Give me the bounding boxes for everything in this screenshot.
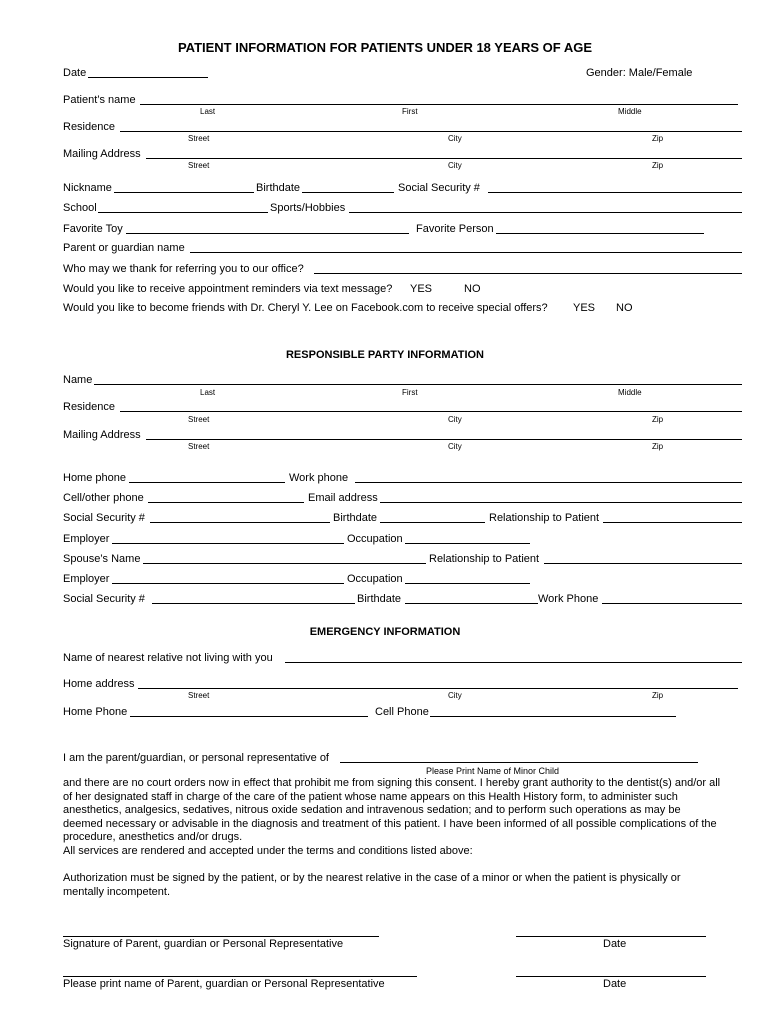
zip-caption: Zip: [652, 691, 664, 700]
rp-name-label: Name: [63, 374, 93, 386]
last-caption: Last: [200, 107, 216, 116]
spouse-ssn-label: Social Security #: [63, 593, 145, 605]
rp-birthdate-label: Birthdate: [333, 512, 378, 524]
page-title: PATIENT INFORMATION FOR PATIENTS UNDER 18 YEARS OF AGE: [177, 40, 593, 55]
mailing-address-field[interactable]: [146, 158, 742, 159]
nickname-label: Nickname: [63, 182, 112, 194]
favorite-person-field[interactable]: [496, 233, 704, 234]
rp-relationship-label: Relationship to Patient: [489, 512, 600, 524]
street-caption: Street: [188, 161, 210, 170]
em-home-phone-field[interactable]: [130, 716, 368, 717]
consent-intro: I am the parent/guardian, or personal representative of: [63, 752, 329, 764]
residence-field[interactable]: [120, 131, 742, 132]
sports-field[interactable]: [349, 212, 742, 213]
consent-body: and there are no court orders now in effect that prohibit me from signing this consent. I hereby grant authority to the dentist(s) and/or all of her designated staff in charge of the care of the patient whose name appears on this Health History form, to administer such anesthetics, analgesics, sedatives, nitrous oxide sedation and intravenous sedation; and to perform such operations as may be deemed necessary or advisable in the diagnosis and treatment of this patient. I have been informed of all possible complications of the procedure, anesthetics and/or drugs.: [63, 777, 721, 843]
spouse-relationship-field[interactable]: [544, 563, 742, 564]
first-caption: First: [402, 107, 418, 116]
print-date-label: Date: [603, 978, 627, 990]
city-caption: City: [448, 415, 462, 424]
street-caption: Street: [188, 134, 210, 143]
spouse-birthdate-label: Birthdate: [357, 593, 402, 605]
referral-label: Who may we thank for referring you to our office?: [63, 263, 304, 275]
date-field[interactable]: [88, 77, 208, 78]
first-caption: First: [402, 388, 418, 397]
rp-mailing-address-label: Mailing Address: [63, 429, 141, 441]
home-address-label: Home address: [63, 678, 135, 690]
spouse-relationship-label: Relationship to Patient: [429, 553, 540, 565]
rp-birthdate-field[interactable]: [380, 522, 485, 523]
rp-work-phone-field[interactable]: [355, 482, 742, 483]
em-home-phone-label: Home Phone: [63, 706, 128, 718]
spouse-name-field[interactable]: [143, 563, 426, 564]
school-field[interactable]: [98, 212, 268, 213]
facebook-question: Would you like to become friends with Dr. Cheryl Y. Lee on Facebook.com to receive special offers?: [63, 302, 548, 314]
date-label: Date: [63, 67, 87, 79]
zip-caption: Zip: [652, 442, 664, 451]
favorite-toy-label: Favorite Toy: [63, 223, 123, 235]
signature-date-label: Date: [603, 938, 627, 950]
signature-date-line[interactable]: [516, 936, 706, 937]
zip-caption: Zip: [652, 415, 664, 424]
rp-mailing-address-field[interactable]: [146, 439, 742, 440]
middle-caption: Middle: [618, 107, 642, 116]
spouse-occupation-label: Occupation: [347, 573, 403, 585]
street-caption: Street: [188, 691, 210, 700]
patient-name-label: Patient’s name: [63, 94, 136, 106]
gender-label: Gender: Male/Female: [586, 67, 693, 79]
residence-label: Residence: [63, 121, 115, 133]
rp-email-field[interactable]: [380, 502, 742, 503]
reminders-question: Would you like to receive appointment reminders via text message?: [63, 283, 393, 295]
responsible-party-heading: RESPONSIBLE PARTY INFORMATION: [285, 349, 484, 361]
rp-occupation-field[interactable]: [405, 543, 530, 544]
rp-relationship-field[interactable]: [603, 522, 742, 523]
em-cell-phone-label: Cell Phone: [375, 706, 429, 718]
rp-name-field[interactable]: [94, 384, 742, 385]
rp-work-phone-label: Work phone: [289, 472, 349, 484]
nearest-relative-field[interactable]: [285, 662, 742, 663]
spouse-employer-field[interactable]: [112, 583, 344, 584]
minor-name-caption: Please Print Name of Minor Child: [426, 766, 560, 776]
rp-cell-phone-label: Cell/other phone: [63, 492, 144, 504]
spouse-work-phone-label: Work Phone: [538, 593, 599, 605]
home-address-field[interactable]: [138, 688, 738, 689]
rp-home-phone-label: Home phone: [63, 472, 126, 484]
rp-ssn-field[interactable]: [150, 522, 330, 523]
nickname-field[interactable]: [114, 192, 254, 193]
favorite-toy-field[interactable]: [126, 233, 409, 234]
rp-ssn-label: Social Security #: [63, 512, 145, 524]
emergency-heading: EMERGENCY INFORMATION: [309, 626, 461, 638]
rp-occupation-label: Occupation: [347, 533, 403, 545]
birthdate-label: Birthdate: [256, 182, 301, 194]
em-cell-phone-field[interactable]: [430, 716, 676, 717]
street-caption: Street: [188, 415, 210, 424]
print-date-line[interactable]: [516, 976, 706, 977]
nearest-relative-label: Name of nearest relative not living with you: [63, 652, 273, 664]
ssn-label: Social Security #: [398, 182, 480, 194]
street-caption: Street: [188, 442, 210, 451]
spouse-occupation-field[interactable]: [405, 583, 530, 584]
spouse-birthdate-field[interactable]: [405, 603, 538, 604]
guardian-name-label: Parent or guardian name: [63, 242, 185, 254]
city-caption: City: [448, 134, 462, 143]
reminders-no-option[interactable]: NO: [464, 283, 481, 295]
school-label: School: [63, 202, 97, 214]
rp-employer-field[interactable]: [112, 543, 344, 544]
reminders-yes-option[interactable]: YES: [410, 283, 433, 295]
signature-label: Signature of Parent, guardian or Personal Representative: [63, 938, 344, 950]
spouse-name-label: Spouse’s Name: [63, 553, 141, 565]
mailing-address-label: Mailing Address: [63, 148, 141, 160]
rp-cell-phone-field[interactable]: [148, 502, 304, 503]
rp-residence-label: Residence: [63, 401, 115, 413]
birthdate-field[interactable]: [302, 192, 394, 193]
guardian-name-field[interactable]: [190, 252, 742, 253]
spouse-ssn-field[interactable]: [152, 603, 355, 604]
sports-label: Sports/Hobbies: [270, 202, 346, 214]
city-caption: City: [448, 161, 462, 170]
last-caption: Last: [200, 388, 216, 397]
city-caption: City: [448, 442, 462, 451]
referral-field[interactable]: [314, 273, 742, 274]
print-name-line[interactable]: [63, 976, 417, 977]
services-statement: All services are rendered and accepted under the terms and conditions listed above:: [63, 845, 473, 857]
ssn-field[interactable]: [488, 192, 742, 193]
spouse-work-phone-field[interactable]: [602, 603, 742, 604]
facebook-yes-option[interactable]: YES: [573, 302, 596, 314]
print-name-label: Please print name of Parent, guardian or Personal Representative: [63, 978, 385, 990]
favorite-person-label: Favorite Person: [416, 223, 494, 235]
authorization-statement: Authorization must be signed by the patient, or by the nearest relative in the case of a minor or when the patient is physically or mentally incompetent.: [63, 872, 681, 898]
rp-employer-label: Employer: [63, 533, 110, 545]
signature-line[interactable]: [63, 936, 379, 937]
middle-caption: Middle: [618, 388, 642, 397]
spouse-employer-label: Employer: [63, 573, 110, 585]
rp-home-phone-field[interactable]: [129, 482, 285, 483]
facebook-no-option[interactable]: NO: [616, 302, 633, 314]
patient-name-field[interactable]: [140, 104, 738, 105]
rp-residence-field[interactable]: [120, 411, 742, 412]
minor-name-field[interactable]: [340, 762, 698, 763]
zip-caption: Zip: [652, 161, 664, 170]
city-caption: City: [448, 691, 462, 700]
zip-caption: Zip: [652, 134, 664, 143]
rp-email-label: Email address: [308, 492, 378, 504]
